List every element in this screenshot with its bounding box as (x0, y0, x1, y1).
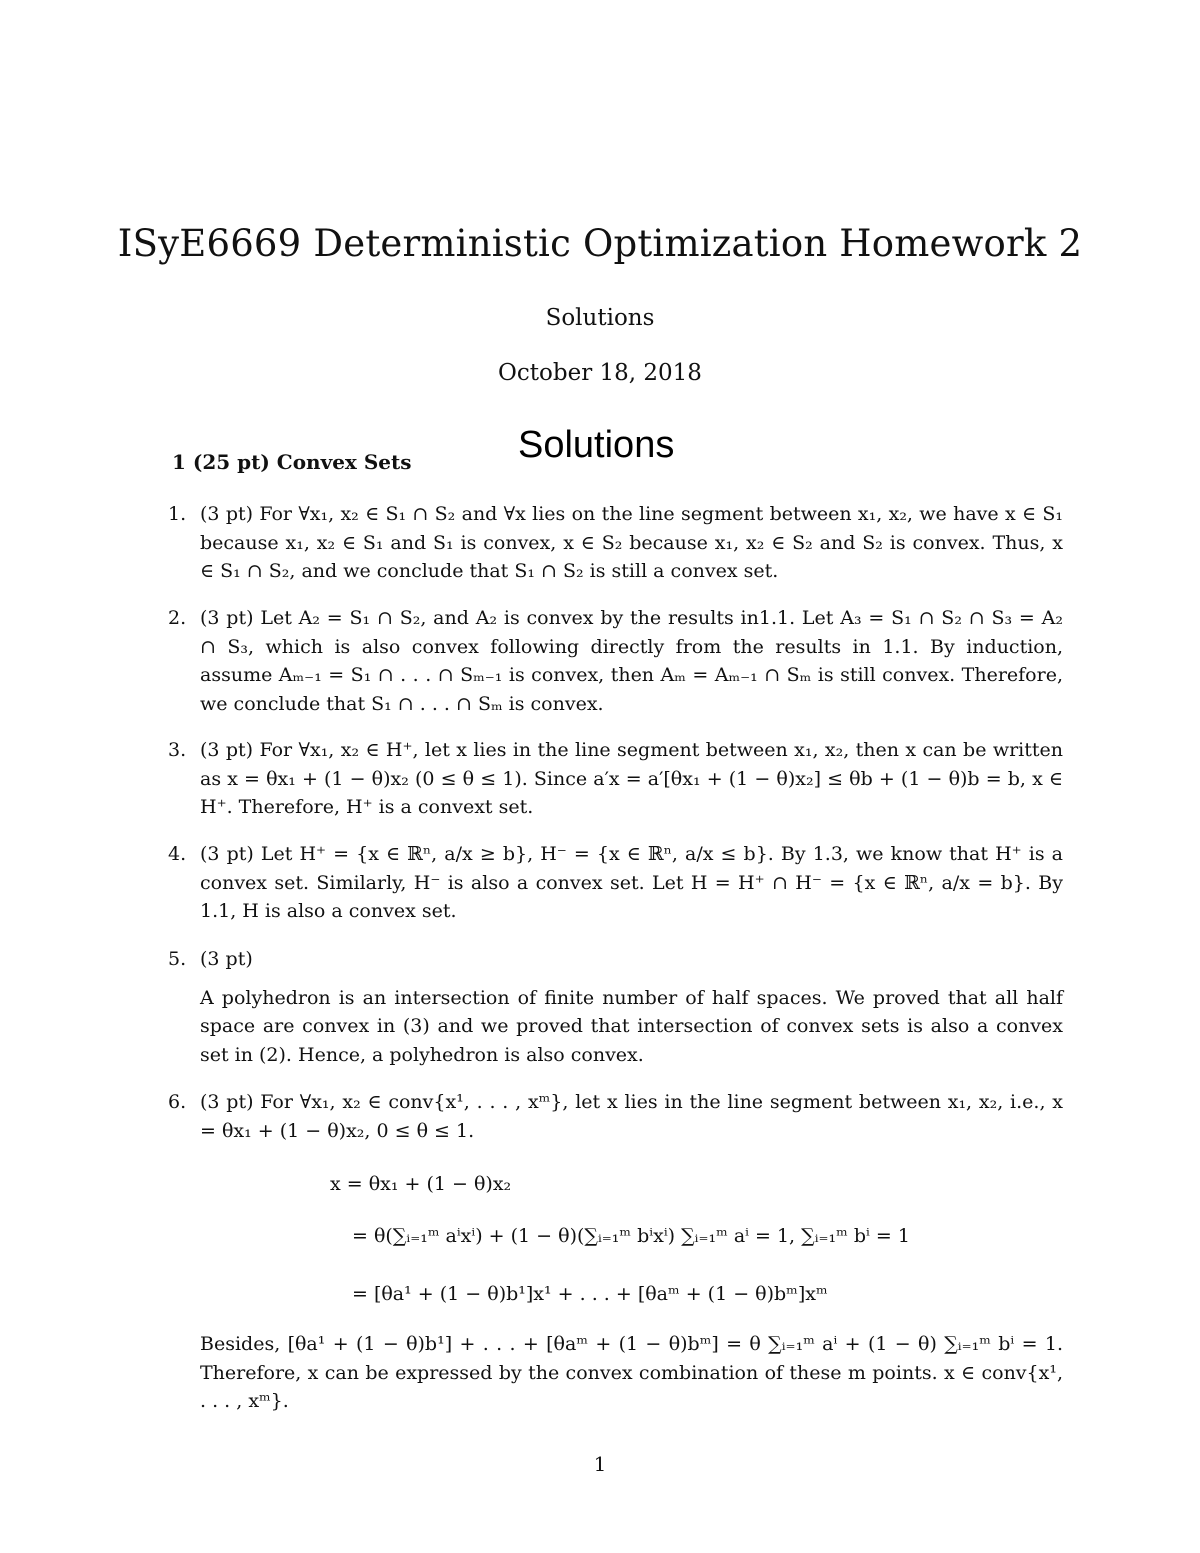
item-number: 5. (168, 948, 187, 970)
problem-item-5 (168, 945, 1063, 1069)
item-number: 6. (168, 1091, 187, 1113)
problem-item-2 (168, 604, 1063, 718)
item-paragraph: A polyhedron is an intersection of finite number of half spaces. We proved that all half space are convex in (3) and we proved that intersection of convex sets is also a convex set in (2). Hence, a polyhedron is also convex. (200, 986, 1063, 1066)
document-subtitle: Solutions (545, 305, 655, 331)
item-number: 2. (168, 607, 187, 629)
item-text: (3 pt) For ∀x₁, x₂ ∈ conv{x¹, . . . , xᵐ}, let x lies in the line segment between x₁, x₂, i.e., x = θx₁ + (1 − θ)x₂, 0 ≤ θ ≤ 1. (200, 1091, 1063, 1142)
equation-line-3: = [θa¹ + (1 − θ)b¹]x¹ + . . . + [θaᵐ + (1 − θ)bᵐ]xᵐ (352, 1283, 828, 1305)
solutions-stamp: Solutions (518, 424, 675, 466)
item-text: (3 pt) For ∀x₁, x₂ ∈ S₁ ∩ S₂ and ∀x lies on the line segment between x₁, x₂, we have x ∈ S₁ because x₁, x₂ ∈ S₁ and S₁ is convex, x ∈ S₂ because x₁, x₂ ∈ S₂ and S₂ is convex. Thus, x ∈ S₁ ∩ S₂, and we conclude that S₁ ∩ S₂ is still a convex set. (200, 503, 1063, 582)
item-text: (3 pt) (200, 948, 253, 970)
item-number: 4. (168, 843, 187, 865)
item-text: (3 pt) For ∀x₁, x₂ ∈ H⁺, let x lies in the line segment between x₁, x₂, then x can be written as x = θx₁ + (1 − θ)x₂ (0 ≤ θ ≤ 1). Since a′x = a′[θx₁ + (1 − θ)x₂] ≤ θb + (1 − θ)b = b, x ∈ H⁺. Therefore, H⁺ is a convext set. (200, 739, 1063, 818)
document-date: October 18, 2018 (498, 360, 702, 386)
problem-item-6 (168, 1088, 1063, 1145)
problem-item-1 (168, 500, 1063, 586)
equation-line-2: = θ(∑ᵢ₌₁ᵐ aⁱxⁱ) + (1 − θ)(∑ᵢ₌₁ᵐ bⁱxⁱ) ∑ᵢ₌₁ᵐ aⁱ = 1, ∑ᵢ₌₁ᵐ bⁱ = 1 (352, 1225, 910, 1247)
item-text: (3 pt) Let H⁺ = {x ∈ ℝⁿ, a/x ≥ b}, H⁻ = {x ∈ ℝⁿ, a/x ≤ b}. By 1.3, we know that H⁺ is a convex set. Similarly, H⁻ is also a convex set. Let H = H⁺ ∩ H⁻ = {x ∈ ℝⁿ, a/x = b}. By 1.1, H is also a convex set. (200, 843, 1063, 922)
section-heading: 1 (25 pt) Convex Sets (172, 450, 412, 474)
item-number: 1. (168, 503, 187, 525)
equation-line-1: x = θx₁ + (1 − θ)x₂ (330, 1173, 512, 1195)
item-text: (3 pt) Let A₂ = S₁ ∩ S₂, and A₂ is convex by the results in1.1. Let A₃ = S₁ ∩ S₂ ∩ S₃ = A₂ ∩ S₃, which is also convex following directly from the results in 1.1. By induction, assume Aₘ₋₁ = S₁ ∩ . . . ∩ Sₘ₋₁ is convex, then Aₘ = Aₘ₋₁ ∩ Sₘ is still convex. Therefore, we conclude that S₁ ∩ . . . ∩ Sₘ is convex. (200, 607, 1063, 715)
page-number: 1 (593, 1452, 607, 1476)
item-number: 3. (168, 739, 187, 761)
problem-item-4 (168, 840, 1063, 926)
document-title: ISyE6669 Deterministic Optimization Homework 2 (117, 222, 1083, 265)
problem-item-3 (168, 736, 1063, 822)
conclusion-paragraph: Besides, [θa¹ + (1 − θ)b¹] + . . . + [θaᵐ + (1 − θ)bᵐ] = θ ∑ᵢ₌₁ᵐ aⁱ + (1 − θ) ∑ᵢ₌₁ᵐ bⁱ = 1. Therefore, x can be expressed by the convex combination of these m points. x ∈ conv{x¹, . . . , xᵐ}. (200, 1333, 1063, 1412)
